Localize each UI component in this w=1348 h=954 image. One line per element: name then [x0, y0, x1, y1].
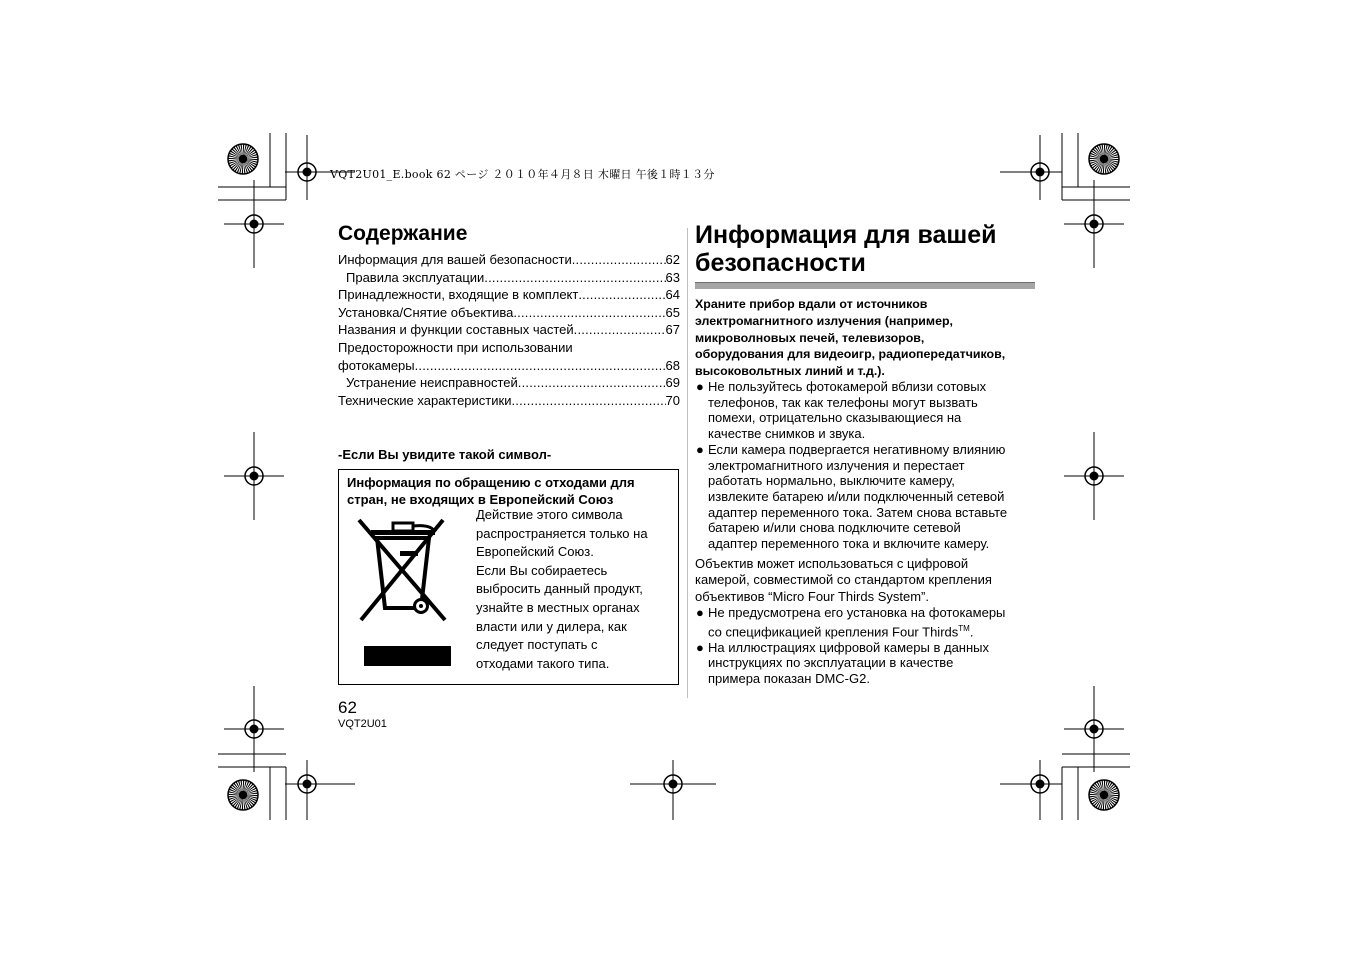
toc-entry-label: Предосторожности при использовании	[338, 339, 573, 355]
toc-entry-label: Названия и функции составных частей	[338, 322, 574, 338]
text-line	[708, 621, 1040, 640]
toc-entry-label: Установка/Снятие объектива	[338, 304, 514, 320]
toc-entry	[338, 251, 680, 269]
text-line: электромагнитного излучения и перестает	[708, 457, 965, 473]
toc-entry-label: Устранение неисправностей	[346, 375, 518, 391]
toc-entry	[338, 321, 680, 339]
color-target-icon	[228, 780, 258, 810]
toc-leader-dots	[574, 321, 666, 339]
toc-leader-dots	[518, 374, 666, 392]
lens-compatibility-paragraph	[695, 556, 1040, 605]
toc-entry	[338, 392, 680, 410]
toc-leader-dots	[513, 304, 665, 322]
safety-title	[695, 221, 1040, 277]
toc-leader-dots	[484, 269, 665, 287]
text-line: Храните прибор вдали от источников	[695, 297, 928, 311]
bullet-dot-icon: ●	[696, 639, 704, 655]
text-line: Если Вы собираетесь	[476, 562, 608, 578]
toc-entry-page: 65	[665, 304, 680, 320]
text-line: оборудования для видеоигр, радиопередатчиков,	[695, 347, 1006, 362]
safety-title-line1: Информация для вашей	[695, 221, 997, 249]
text-line: примера показан DMC-G2.	[708, 671, 870, 687]
toc-title: Содержание	[338, 222, 468, 245]
bullet-item	[695, 640, 1040, 687]
text-line: следует поступать с	[476, 637, 598, 653]
bullet-item	[695, 379, 1040, 442]
toc-entry-page: 67	[665, 322, 680, 338]
text-line: работать нормально, выключите камеру,	[708, 473, 955, 489]
text-line: Не предусмотрена его установка на фотокамеры	[708, 605, 1006, 620]
text-line: высоковольтных линий и т.д.).	[695, 364, 885, 379]
text-line: Действие этого символа	[476, 507, 623, 522]
text-span: со спецификацией крепления Four Thirds	[708, 624, 959, 640]
bullet-item	[695, 442, 1040, 552]
text-line: извлеките батарею и/или подключенный сетевой	[708, 488, 1005, 504]
table-of-contents	[338, 251, 680, 409]
toc-entry-label: Правила эксплуатации	[346, 269, 485, 285]
bullet-text	[708, 379, 1040, 442]
toc-leader-dots	[511, 392, 665, 410]
page-number: 62	[338, 698, 357, 717]
toc-leader-dots	[578, 286, 665, 304]
title-underline-rule	[695, 282, 1035, 289]
safety-title-line2: безопасности	[695, 249, 866, 277]
text-line: адаптер переменного тока. Затем снова вставьте	[708, 504, 1008, 520]
toc-entry-label: фотокамеры	[338, 357, 415, 373]
bullet-dot-icon: ●	[696, 605, 704, 620]
toc-entry-label: Принадлежности, входящие в комплект	[338, 287, 579, 303]
color-target-icon	[1089, 144, 1119, 174]
toc-entry-label: Информация для вашей безопасности	[338, 252, 572, 267]
toc-entry-page: 68	[665, 357, 680, 373]
text-line: объективов “Micro Four Thirds System”.	[695, 588, 929, 604]
toc-entry-page: 64	[665, 287, 680, 303]
text-line: распространяется только на	[476, 525, 648, 541]
text-line: Объектив может использоваться с цифровой	[695, 556, 969, 571]
waste-disposal-box	[338, 469, 679, 685]
bullet-text	[708, 640, 1040, 687]
toc-entry-page: 63	[665, 269, 680, 285]
toc-entry	[338, 269, 680, 287]
toc-entry	[338, 304, 680, 322]
waste-box-title: Информация по обращению с отходами для стран, не входящих в Европейский Союз	[347, 475, 635, 507]
text-line: электромагнитного излучения (например,	[695, 313, 953, 328]
book-header-line: VQT2U01_E.book 62 ページ ２０１０年４月８日 木曜日 午後１時１３分	[330, 168, 715, 181]
text-line: камерой, совместимой со стандартом крепления	[695, 572, 992, 588]
column-divider	[687, 228, 688, 698]
symbol-heading: -Если Вы увидите такой символ-	[338, 447, 552, 462]
toc-entry-page: 62	[665, 252, 680, 267]
text-line: качестве снимков и звука.	[708, 426, 866, 442]
text-line: телефонов, так как телефоны могут вызвать	[708, 394, 978, 410]
text-line: выбросить данный продукт,	[476, 581, 643, 597]
text-line: Европейский Союз.	[476, 544, 594, 560]
text-line: адаптер переменного тока и включите камеру.	[708, 536, 990, 552]
toc-entry-page: 69	[665, 375, 680, 391]
bullet-text	[708, 605, 1040, 640]
bullet-text	[708, 442, 1040, 552]
toc-entry	[338, 374, 680, 392]
crossed-out-wheelie-bin-icon	[353, 516, 453, 671]
text-line: помехи, отрицательно сказывающиеся на	[708, 410, 962, 426]
safety-bullets-2	[695, 605, 1040, 687]
text-line: инструкциях по эксплуатации в качестве	[708, 655, 954, 671]
bullet-dot-icon: ●	[696, 379, 704, 394]
trademark-sup: TM	[958, 623, 970, 633]
safety-bullets-1	[695, 379, 1040, 552]
emi-warning	[695, 296, 1040, 380]
text-line: микроволновых печей, телевизоров,	[695, 330, 925, 345]
toc-entry-label: Технические характеристики	[338, 392, 512, 408]
text-line: отходами такого типа.	[476, 655, 610, 671]
toc-leader-dots	[415, 357, 666, 375]
text-span: .	[969, 624, 974, 640]
toc-entry	[338, 286, 680, 304]
toc-leader-dots	[572, 251, 666, 269]
color-target-icon	[228, 144, 258, 174]
text-line: власти или у дилера, как	[476, 618, 627, 634]
text-line: Если камера подвергается негативному влиянию	[708, 441, 1006, 457]
text-line: Не пользуйтесь фотокамерой вблизи сотовых	[708, 379, 987, 394]
color-target-icon	[1089, 780, 1119, 810]
text-line: узнайте в местных органах	[476, 599, 640, 615]
toc-entry	[338, 357, 680, 375]
toc-entry-page: 70	[665, 392, 680, 408]
text-line: батарею и/или снова подключите сетевой	[708, 520, 961, 536]
text-line: На иллюстрациях цифровой камеры в данных	[708, 639, 990, 655]
bullet-dot-icon: ●	[696, 441, 704, 457]
waste-box-text	[476, 506, 676, 673]
bullet-item	[695, 605, 1040, 640]
toc-entry	[338, 339, 680, 357]
model-code: VQT2U01	[338, 718, 387, 730]
